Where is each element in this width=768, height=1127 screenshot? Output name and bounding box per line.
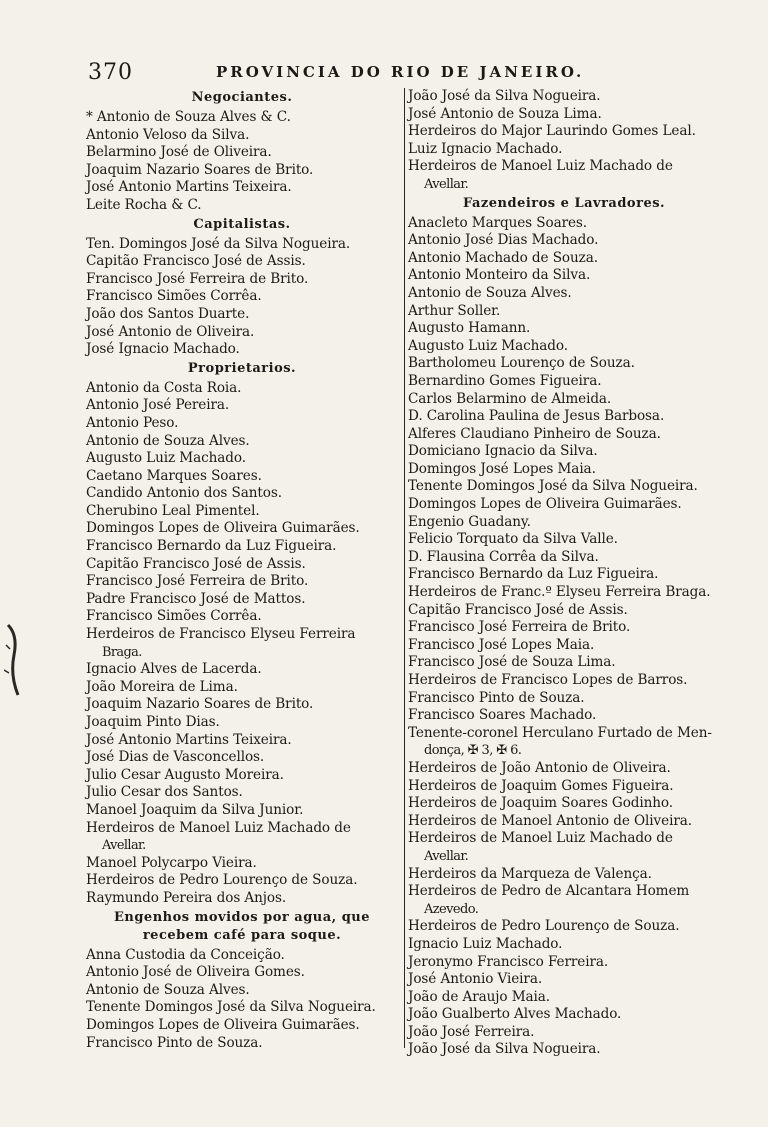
section: [86, 909, 398, 1053]
list-item: José Antonio de Oliveira.: [86, 323, 255, 340]
list-item: Antonio Veloso da Silva.: [86, 126, 250, 143]
page-number: 370: [88, 60, 133, 85]
list-item: * Antonio de Souza Alves & C.: [86, 109, 291, 125]
list-item: Domingos José Lopes Maia.: [408, 460, 596, 477]
section: [86, 216, 398, 359]
list-item: Antonio de Souza Alves.: [86, 432, 250, 449]
list-item: Francisco Simões Corrêa.: [86, 608, 262, 625]
list-item: Antonio José Dias Machado.: [408, 232, 599, 249]
list-item: José Antonio Vieira.: [408, 971, 543, 988]
list-item: Herdeiros de Joaquim Gomes Figueira.: [408, 777, 674, 794]
list-item: Capitão Francisco José de Assis.: [86, 253, 306, 270]
list-item: Avellar.: [424, 176, 469, 192]
list-item: Antonio Monteiro da Silva.: [408, 267, 591, 284]
list-item: Antonio Machado de Souza.: [408, 249, 598, 266]
list-item: João Moreira de Lima.: [86, 678, 238, 695]
list-item: Herdeiros de Manoel Luiz Machado de: [408, 830, 673, 847]
list-item: donça, ✠ 3, ✠ 6.: [424, 743, 522, 759]
list-item: Herdeiros de Manoel Antonio de Oliveira.: [408, 812, 692, 829]
list-item: João Gualberto Alves Machado.: [408, 1006, 622, 1023]
list-item: Francisco Soares Machado.: [408, 707, 597, 724]
list-item: Manoel Polycarpo Vieira.: [86, 854, 257, 871]
page-header: [88, 60, 708, 86]
list-item: Arthur Soller.: [408, 302, 501, 319]
list-item: Francisco Bernardo da Luz Figueira.: [408, 566, 659, 583]
list-item: Tenente Domingos José da Silva Nogueira.: [408, 478, 698, 495]
list-item: Francisco José Lopes Maia.: [408, 636, 595, 653]
list-item: Raymundo Pereira dos Anjos.: [86, 889, 287, 906]
list-item: Leite Rocha & C.: [86, 196, 202, 213]
list-item: João José Ferreira.: [408, 1023, 535, 1040]
list-item: Julio Cesar Augusto Moreira.: [86, 766, 284, 783]
list-item: José Antonio Martins Teixeira.: [86, 731, 292, 748]
list-item: Antonio José de Oliveira Gomes.: [86, 964, 305, 981]
list-item: Herdeiros de Pedro Lourenço de Souza.: [86, 872, 358, 889]
list-item: Domingos Lopes de Oliveira Guimarães.: [408, 496, 682, 513]
list-item: Domiciano Ignacio da Silva.: [408, 443, 598, 460]
section-heading: Proprietarios.: [187, 360, 297, 376]
list-item: Joaquim Nazario Soares de Brito.: [86, 696, 314, 713]
list-item: Tenente Domingos José da Silva Nogueira.: [86, 999, 376, 1016]
section-heading: Capitalistas.: [193, 216, 291, 232]
list-item: Augusto Luiz Machado.: [86, 450, 246, 467]
list-item: D. Flausina Corrêa da Silva.: [408, 548, 599, 565]
list-item: Herdeiros de Pedro Lourenço de Souza.: [408, 918, 680, 935]
list-item: Anna Custodia da Conceição.: [86, 946, 285, 963]
section-heading: Negociantes.: [191, 90, 293, 105]
binding-edge-mark: [4, 615, 36, 705]
list-item: Francisco José Ferreira de Brito.: [408, 619, 631, 636]
list-item: Anacleto Marques Soares.: [408, 214, 588, 231]
list-item: Candido Antonio dos Santos.: [86, 485, 282, 502]
list-item: Joaquim Pinto Dias.: [86, 714, 220, 730]
list-item: Herdeiros de Francisco Lopes de Barros.: [408, 672, 688, 688]
list-item: Engenio Guadany.: [408, 513, 531, 530]
list-item: Domingos Lopes de Oliveira Guimarães.: [86, 1016, 360, 1033]
section: [86, 89, 398, 215]
list-item: Herdeiros de Joaquim Soares Godinho.: [408, 795, 674, 812]
list-item: Felicio Torquato da Silva Valle.: [408, 531, 618, 548]
list-item: Alferes Claudiano Pinheiro de Souza.: [408, 425, 661, 442]
list-item: Herdeiros da Marqueza de Valença.: [408, 865, 652, 882]
right-column: [404, 88, 720, 1058]
list-item: Herdeiros de Manoel Luiz Machado de: [408, 158, 673, 175]
list-item: Augusto Luiz Machado.: [408, 337, 568, 354]
list-item: Carlos Belarmino de Almeida.: [408, 390, 612, 407]
running-title: PROVINCIA DO RIO DE JANEIRO.: [216, 63, 585, 81]
list-item: José Dias de Vasconcellos.: [86, 749, 265, 766]
list-item: Domingos Lopes de Oliveira Guimarães.: [86, 520, 360, 537]
list-item: Francisco Simões Corrêa.: [86, 288, 262, 305]
list-item: Francisco José Ferreira de Brito.: [86, 573, 309, 590]
list-item: Luiz Ignacio Machado.: [408, 140, 563, 157]
section-heading: Engenhos movidos por agua, que recebem café para soque.: [113, 909, 371, 943]
list-item: João José da Silva Nogueira.: [408, 1041, 601, 1058]
section-heading: Fazendeiros e Lavradores.: [462, 195, 666, 211]
list-item: Avellar.: [424, 848, 469, 864]
list-item: José Ignacio Machado.: [86, 341, 240, 358]
list-item: Antonio de Souza Alves.: [408, 284, 572, 301]
list-item: João José da Silva Nogueira.: [408, 88, 601, 104]
list-item: Ignacio Luiz Machado.: [408, 935, 563, 952]
list-item: José Antonio de Souza Lima.: [408, 105, 602, 122]
list-item: Francisco Pinto de Souza.: [86, 1034, 263, 1051]
list-item: Herdeiros de Francisco Elyseu Ferreira: [86, 626, 356, 643]
list-item: Caetano Marques Soares.: [86, 467, 262, 484]
list-item: Augusto Hamann.: [408, 320, 531, 337]
list-item: Joaquim Nazario Soares de Brito.: [86, 161, 314, 178]
list-item: Capitão Francisco José de Assis.: [408, 601, 628, 618]
list-item: Julio Cesar dos Santos.: [86, 784, 243, 801]
list-item: Cherubino Leal Pimentel.: [86, 502, 260, 519]
list-item: Antonio de Souza Alves.: [86, 981, 250, 998]
list-item: Antonio da Costa Roia.: [86, 379, 242, 396]
list-item: Antonio José Pereira.: [86, 397, 230, 414]
list-item: Manoel Joaquim da Silva Junior.: [86, 801, 304, 818]
list-item: Padre Francisco José de Mattos.: [86, 590, 306, 607]
section: [86, 360, 398, 908]
list-item: João de Araujo Maia.: [408, 988, 551, 1005]
list-item: Herdeiros de Pedro de Alcantara Homem: [408, 883, 690, 900]
list-item: Jeronymo Francisco Ferreira.: [408, 953, 609, 970]
list-item: Francisco José Ferreira de Brito.: [86, 270, 309, 287]
list-item: Braga.: [102, 644, 142, 660]
list-item: Azevedo.: [424, 901, 479, 917]
list-item: Francisco Bernardo da Luz Figueira.: [86, 538, 337, 555]
list-item: Ignacio Alves de Lacerda.: [86, 661, 262, 678]
list-item: Bernardino Gomes Figueira.: [408, 372, 602, 389]
list-item: Francisco Pinto de Souza.: [408, 689, 585, 706]
list-item: Belarmino José de Oliveira.: [86, 144, 272, 161]
list-item: Herdeiros de Franc.º Elyseu Ferreira Braga.: [408, 584, 711, 601]
list-item: Herdeiros de João Antonio de Oliveira.: [408, 759, 671, 776]
left-column: [86, 88, 398, 1052]
list-item: Antonio Peso.: [86, 414, 179, 431]
list-item: Herdeiros de Manoel Luiz Machado de: [86, 819, 351, 836]
list-item: Ten. Domingos José da Silva Nogueira.: [86, 235, 351, 252]
list-item: Capitão Francisco José de Assis.: [86, 555, 306, 572]
list-item: Tenente-coronel Herculano Furtado de Men-: [408, 724, 712, 741]
list-item: João dos Santos Duarte.: [86, 305, 250, 322]
list-item: Herdeiros do Major Laurindo Gomes Leal.: [408, 123, 696, 140]
list-item: José Antonio Martins Teixeira.: [86, 179, 292, 196]
list-item: Francisco José de Souza Lima.: [408, 654, 616, 671]
list-item: Bartholomeu Lourenço de Souza.: [408, 355, 635, 372]
list-item: D. Carolina Paulina de Jesus Barbosa.: [408, 408, 665, 425]
list-item: Avellar.: [102, 838, 146, 854]
section: [408, 195, 720, 1060]
section: [408, 88, 720, 194]
